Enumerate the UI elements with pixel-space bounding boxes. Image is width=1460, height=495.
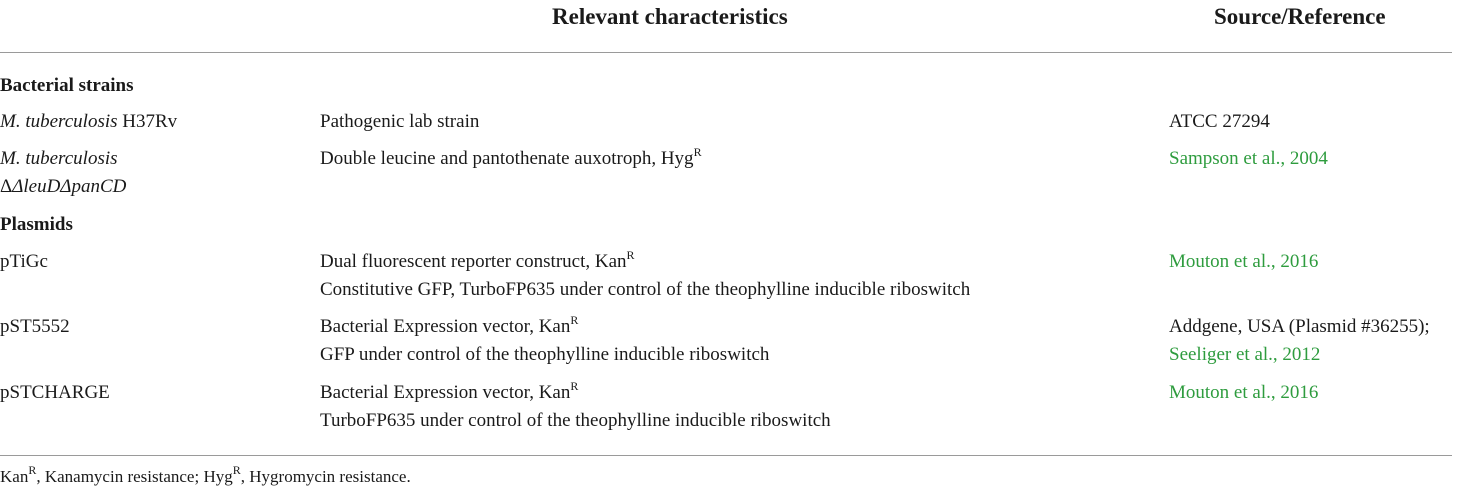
strain-h37rv-name — [0, 111, 177, 133]
strain-mutant-char-text: Double leucine and pantothenate auxotroph, Hyg — [320, 148, 694, 169]
footnote-kan-desc: , Kanamycin resistance; Hyg — [36, 467, 233, 486]
resistance-superscript: R — [693, 144, 702, 159]
plasmid-pst5552-source: Addgene, USA (Plasmid #36255); — [1169, 316, 1430, 337]
footnote-superscript: R — [28, 463, 37, 478]
plasmid-ptigc-name: pTiGc — [0, 251, 48, 272]
plasmid-pstcharge-name: pSTCHARGE — [0, 382, 110, 403]
resistance-superscript: R — [626, 247, 635, 262]
reference-link-mouton-1[interactable]: Mouton et al., 2016 — [1169, 251, 1319, 272]
strain-h37rv-characteristics: Pathogenic lab strain — [320, 111, 480, 132]
reference-link-mouton-2[interactable]: Mouton et al., 2016 — [1169, 382, 1319, 403]
resistance-superscript: R — [570, 378, 579, 393]
plasmid-pst5552-char-line1 — [320, 312, 579, 338]
section-bacterial-strains: Bacterial strains — [0, 75, 134, 96]
delta-symbol: Δ — [0, 176, 13, 197]
top-divider — [0, 52, 1452, 53]
strain-h37rv-designation: H37Rv — [122, 111, 178, 132]
footnote-hyg-desc: , Hygromycin resistance. — [240, 467, 411, 486]
plasmid-ptigc-char-line2: Constitutive GFP, TurboFP635 under control of the theophylline inducible riboswitch — [320, 279, 971, 300]
strain-mutant-characteristics — [320, 144, 702, 170]
strain-mutant-genotype — [0, 176, 126, 198]
plasmid-pstcharge-char-line2: TurboFP635 under control of the theophylline inducible riboswitch — [320, 410, 831, 431]
reference-link-seeliger[interactable]: Seeliger et al., 2012 — [1169, 344, 1321, 365]
strain-mutant-species: M. tuberculosis — [0, 148, 118, 169]
plasmid-pst5552-name: pST5552 — [0, 316, 70, 337]
column-header-characteristics: Relevant characteristics — [552, 4, 788, 29]
reference-link-sampson[interactable]: Sampson et al., 2004 — [1169, 148, 1328, 169]
plasmid-ptigc-char-line1 — [320, 247, 635, 273]
strain-mutant-genotype-text: ΔleuDΔpanCD — [12, 176, 127, 197]
bottom-divider — [0, 455, 1452, 456]
plasmid-pstcharge-char-text: Bacterial Expression vector, Kan — [320, 382, 571, 403]
resistance-superscript: R — [570, 312, 579, 327]
plasmid-pstcharge-char-line1 — [320, 378, 579, 404]
plasmid-pst5552-char-text: Bacterial Expression vector, Kan — [320, 316, 571, 337]
section-plasmids: Plasmids — [0, 214, 73, 235]
footnote-superscript: R — [232, 463, 241, 478]
table-footnote — [0, 463, 411, 488]
plasmid-pst5552-char-line2: GFP under control of the theophylline inducible riboswitch — [320, 344, 770, 365]
strain-h37rv-species: M. tuberculosis — [0, 111, 118, 132]
strain-h37rv-source: ATCC 27294 — [1169, 111, 1270, 132]
footnote-kan: Kan — [0, 467, 29, 486]
plasmid-ptigc-char-text: Dual fluorescent reporter construct, Kan — [320, 251, 627, 272]
column-header-source: Source/Reference — [1214, 4, 1386, 29]
